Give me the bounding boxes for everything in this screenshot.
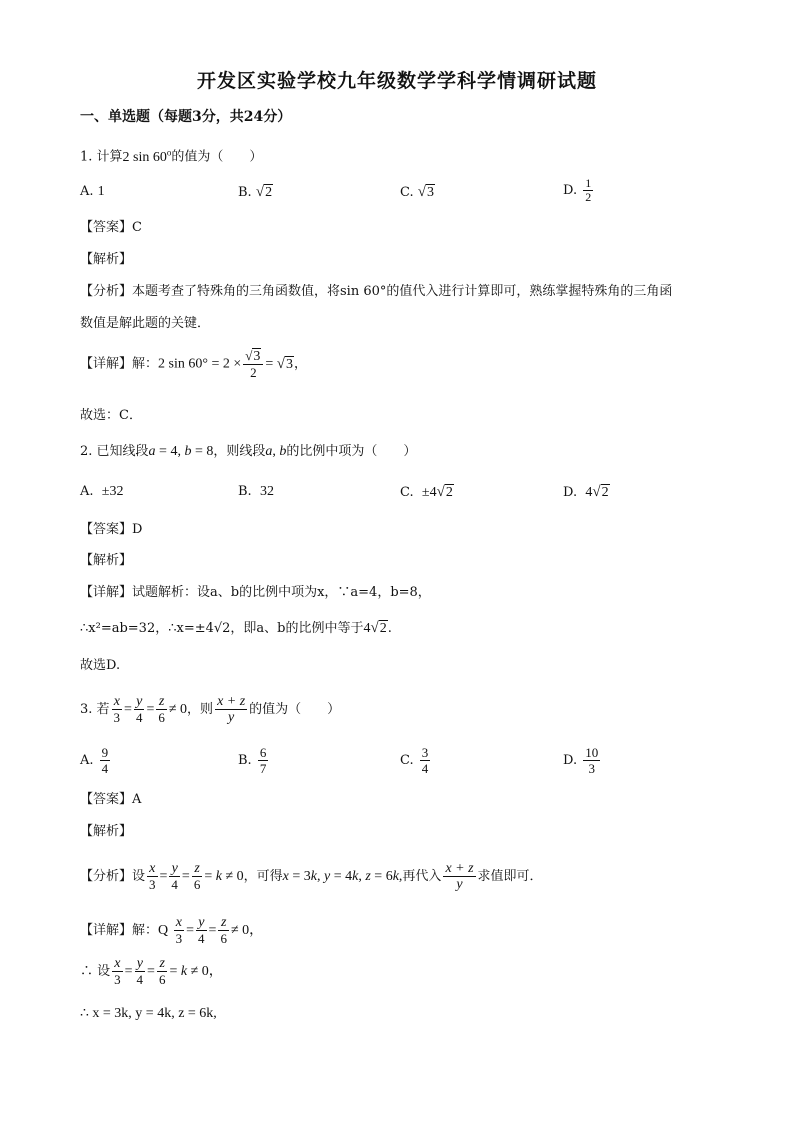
q3-analysis-label: 【解析】 (80, 824, 133, 839)
q2-option-b: B. 32 (238, 484, 274, 499)
q3-detail-prefix: 【详解】解： (80, 923, 159, 938)
q1-stem-prefix: 1. 计算 (80, 149, 123, 165)
q3-step-1: ∴ 设 $\frac{x}{3}$ = $\frac{y}{4}$ = $\frac{z}{6}$ = k ≠ 0， (80, 956, 223, 987)
q1-answer: 【答案】C (80, 220, 142, 235)
q1-option-a: A. 1 (80, 184, 105, 199)
q1-detail: 【详解】解：2 sin 60° = 2 × $\frac{√3}{2}$ = √3， (80, 348, 308, 380)
q3-stem-prefix: 3. 若 (80, 702, 110, 717)
q2-stem-prefix: 2. 已知线段 (80, 444, 149, 459)
q3-analysis-suffix: 求值即可． (477, 869, 543, 884)
q1-option-b: B. √2 (238, 184, 273, 200)
q3-answer: 【答案】A (80, 792, 142, 807)
q2-stem-mid: ，则线段 (213, 444, 266, 459)
q2-option-d: D. 4√2 (563, 484, 609, 500)
section-heading: 一、单选题（每题3分，共24分） (80, 109, 292, 125)
q2-detail-line-2-prefix: ∴x²=ab=32，∴x=±4√2，即a、b的比例中等于 (80, 621, 364, 636)
q1-stem-suffix: 的值为（ ） (171, 149, 263, 165)
q2-stem: 2. 已知线段a = 4, b = 8，则线段a, b的比例中项为（ ） (80, 444, 417, 459)
q3-analysis-mid: ，可得 (243, 869, 283, 884)
q3-stem: 3. 若 $\frac{x}{3}$ = $\frac{y}{4}$ = $\frac{z}{6}$ ≠ 0，则 $\frac{x + z}{y}$ 的值为（ ） (80, 694, 341, 725)
q1-stem (80, 142, 262, 168)
q3-step-2: ∴ x = 3k, y = 4k, z = 6k, (80, 1006, 217, 1021)
q3-option-b: B. $\frac{6}{7}$ (238, 745, 267, 776)
q3-option-d: D. $\frac{10}{3}$ (563, 745, 599, 776)
q1-conclusion: 故选：C． (80, 408, 142, 423)
q1-expression: 2 sin 60$^o$ (122, 147, 172, 165)
q3-analysis-mid2: 再代入 (402, 869, 442, 884)
q1-option-c: C. √3 (400, 184, 434, 200)
q1-analysis-line-1: 【分析】本题考查了特殊角的三角函数值，将sin 60°的值代入进行计算即可，熟练掌握特殊角的三角函 (80, 284, 673, 299)
q1-analysis-line-2: 数值是解此题的关键． (80, 316, 211, 331)
q3-step-1-prefix: ∴ 设 (80, 964, 111, 979)
q3-stem-mid: ，则 (187, 702, 214, 717)
q3-option-c: C. $\frac{3}{4}$ (400, 745, 429, 776)
q2-detail-line-2: ∴x²=ab=32，∴x=±4√2，即a、b的比例中等于4√2. (80, 620, 392, 636)
q1-detail-prefix: 【详解】解： (80, 356, 159, 372)
q2-conclusion: 故选D. (80, 658, 121, 673)
q2-option-a: A. ±32 (80, 484, 124, 499)
q3-analysis: 【分析】设 $\frac{x}{3}$ = $\frac{y}{4}$ = $\frac{z}{6}$ = k ≠ 0，可得x = 3k, y = 4k, z = 6k,再代入 $\frac{x + z}{y}$ 求值即可． (80, 861, 543, 892)
q2-analysis-label: 【解析】 (80, 553, 133, 568)
q3-option-a: A. $\frac{9}{4}$ (80, 745, 109, 776)
q2-option-c: C. ±4√2 (400, 484, 453, 500)
q3-stem-suffix: 的值为（ ） (249, 702, 341, 717)
q1-analysis-label: 【解析】 (80, 252, 133, 267)
page-title: 开发区实验学校九年级数学学科学情调研试题 (196, 70, 597, 92)
q3-detail: 【详解】解：Q $\frac{x}{3}$ = $\frac{y}{4}$ = $\frac{z}{6}$ ≠ 0， (80, 915, 264, 946)
q1-option-d: D. $\frac{1}{2}$ (563, 176, 592, 204)
q2-stem-suffix: 的比例中项为（ ） (286, 444, 417, 459)
q2-answer: 【答案】D (80, 522, 143, 537)
q2-detail-line-1: 【详解】试题解析：设a、b的比例中项为x，∵a=4，b=8， (80, 585, 431, 600)
q3-analysis-prefix: 【分析】设 (80, 869, 146, 884)
